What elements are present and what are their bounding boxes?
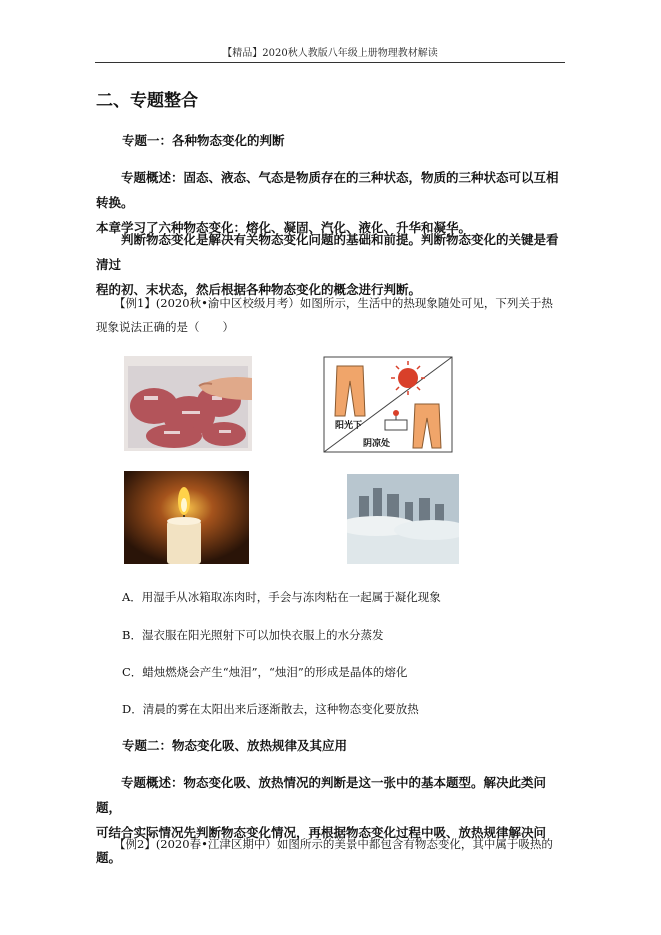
topic1-key-line1: 判断物态变化是解决有关物态变化问题的基础和前提。判断物态变化的关键是看清过 bbox=[96, 232, 559, 272]
topic2-overview-line2: 可结合实际情况先判断物态变化情况，再根据物态变化过程中吸、放热规律解决问题。 bbox=[96, 825, 547, 865]
sunlight-label: 阳光下 bbox=[335, 421, 363, 431]
example2-line1: 【例2】(2020春•江津区期中）如图所示的美景中都包含有物态变化，其中属于吸热的 bbox=[114, 837, 553, 851]
topic1-overview-line1: 专题概述：固态、液态、气态是物质存在的三种状态，物质的三种状态可以互相转换。 bbox=[96, 170, 559, 210]
page-header: 【精品】2020秋人教版八年级上册物理教材解读 bbox=[95, 44, 565, 63]
topic1-title: 专题一：各种物态变化的判断 bbox=[122, 133, 285, 148]
candle-image bbox=[124, 471, 249, 564]
clothes-drying-diagram bbox=[323, 356, 453, 453]
option-b: B．湿衣服在阳光照射下可以加快衣服上的水分蒸发 bbox=[122, 628, 384, 642]
option-a: A．用湿手从冰箱取冻肉时，手会与冻肉粘在一起属于凝化现象 bbox=[122, 590, 441, 604]
example1-line1: 【例1】(2020秋•渝中区校级月考）如图所示，生活中的热现象随处可见，下列关于热 bbox=[114, 296, 553, 310]
topic1-key-line2: 程的初、末状态，然后根据各种物态变化的概念进行判断。 bbox=[96, 282, 422, 297]
example1-question bbox=[96, 291, 566, 339]
frozen-meat-image bbox=[124, 356, 252, 451]
example1-line2: 现象说法正确的是（ ） bbox=[96, 320, 234, 334]
topic2-title: 专题二：物态变化吸、放热规律及其应用 bbox=[122, 738, 348, 753]
fog-city-image bbox=[347, 474, 459, 564]
topic1-overview-line2: 本章学习了六种物态变化：熔化、凝固、汽化、液化、升华和凝华。 bbox=[96, 220, 472, 235]
section-title: 二、专题整合 bbox=[96, 91, 198, 111]
topic2-overview-line1: 专题概述：物态变化吸、放热情况的判断是这一张中的基本题型。解决此类问题， bbox=[96, 775, 547, 815]
example2-question bbox=[96, 832, 566, 856]
option-d: D．清晨的雾在太阳出来后逐渐散去，这种物态变化要放热 bbox=[122, 702, 419, 716]
shade-label: 阴凉处 bbox=[363, 439, 391, 449]
option-c: C．蜡烛燃烧会产生“烛泪”，“烛泪”的形成是晶体的熔化 bbox=[122, 665, 408, 679]
